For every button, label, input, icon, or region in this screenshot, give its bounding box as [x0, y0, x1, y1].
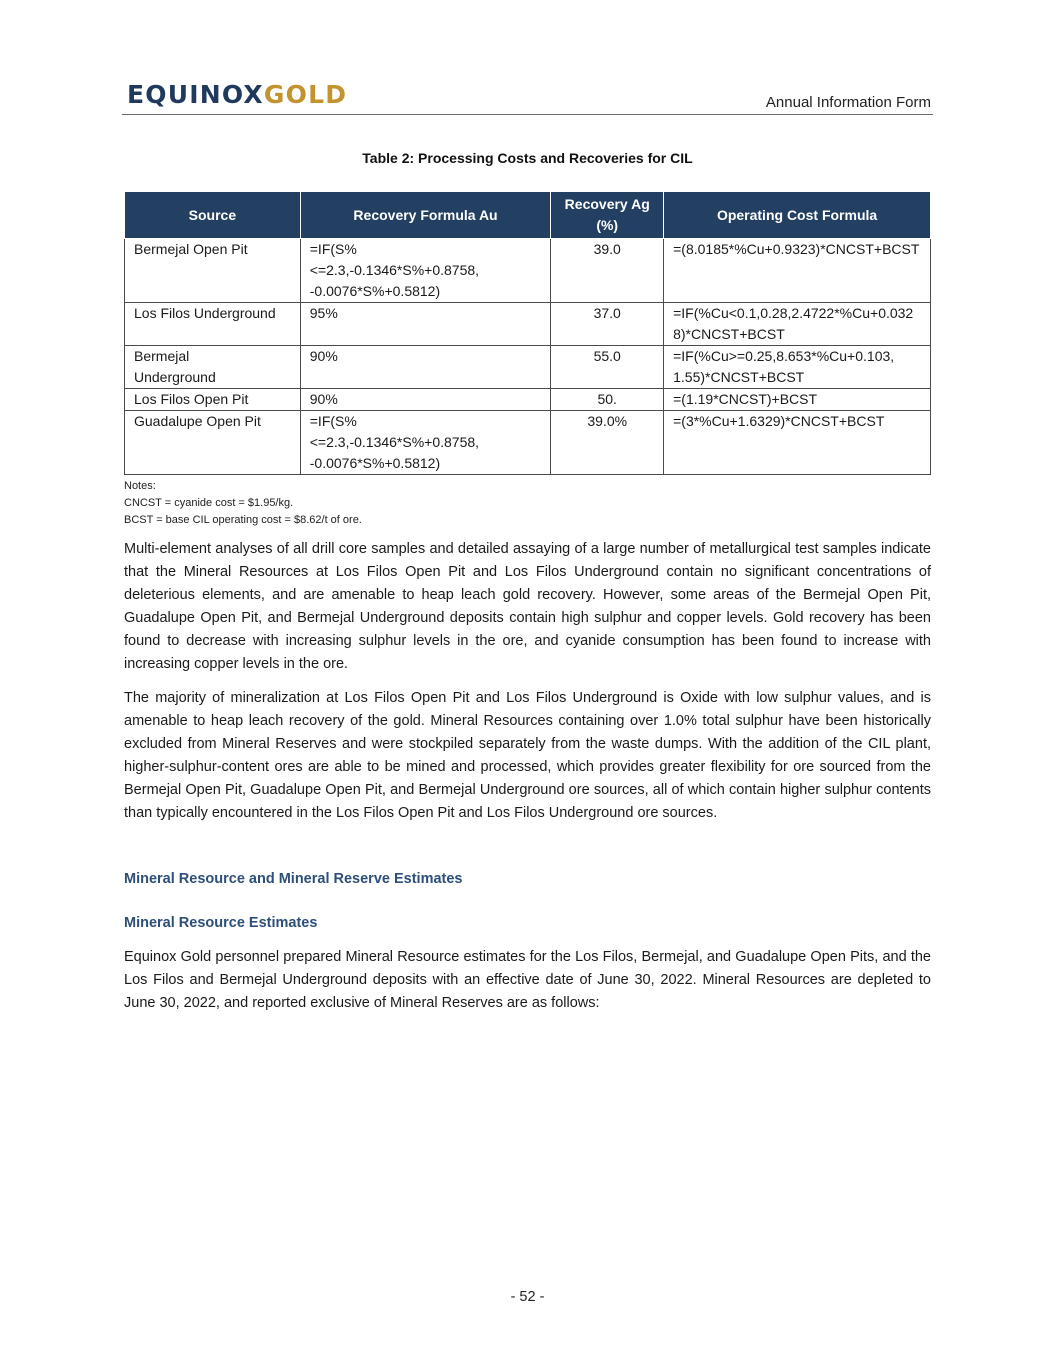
company-logo [127, 80, 347, 110]
subsection-heading-resource-estimates: Mineral Resource Estimates [124, 915, 318, 931]
table-row [125, 411, 931, 475]
paragraph-multi-element-analyses: Multi-element analyses of all drill core samples and detailed assaying of a large number of metallurgical test samples indicate that the Mineral Resources at Los Filos Open Pit and Los Filos Underground contain no significant concentrations of deleterious elements, and are amenable to heap leach gold recovery. However, some areas of the Bermejal Open Pit, Guadalupe Open Pit, and Bermejal Underground deposits contain high sulphur and copper levels. Gold recovery has been found to decrease with increasing sulphur levels in the ore, and cyanide consumption has been found to increase with increasing copper levels in the ore. [124, 541, 931, 672]
notes-label: Notes: [124, 480, 156, 492]
section-heading-resource-reserve-estimates: Mineral Resource and Mineral Reserve Estimates [124, 871, 463, 887]
note-cncst: CNCST = cyanide cost = $1.95/kg. [124, 497, 294, 509]
cell-source: Guadalupe Open Pit [125, 411, 301, 475]
cell-operating-cost: =(1.19*CNCST)+BCST [664, 389, 931, 411]
note-bcst: BCST = base CIL operating cost = $8.62/t of ore. [124, 514, 362, 526]
table-row [125, 389, 931, 411]
column-header-recovery-ag: Recovery Ag (%) [551, 192, 664, 239]
cell-source [125, 346, 301, 389]
cell-recovery-ag: 39.0 [551, 239, 664, 303]
cell-recovery-au-text: =IF(S%<=2.3,-0.1346*S%+0.8758, -0.0076*S%+0.5812) [309, 241, 480, 299]
document-type-label: Annual Information Form [765, 94, 931, 111]
table-row [125, 346, 931, 389]
logo-text-equinox: EQUINOX [127, 80, 264, 109]
cell-recovery-au: 90% [300, 389, 551, 411]
cell-source-text: Bermejal Underground [134, 348, 216, 385]
cell-operating-cost: =IF(%Cu<0.1,0.28,2.4722*%Cu+0.0328)*CNCST+BCST [664, 303, 931, 346]
cell-recovery-ag: 50. [551, 389, 664, 411]
paragraph-resource-estimates: Equinox Gold personnel prepared Mineral Resource estimates for the Los Filos, Bermejal, and Guadalupe Open Pits, and the Los Filos and Bermejal Underground deposits with an effective date of June 30, 2022. Mineral Resources are depleted to June 30, 2022, and reported exclusive of Mineral Reserves are as follows: [124, 949, 931, 1011]
table-row [125, 303, 931, 346]
cell-operating-cost: =(3*%Cu+1.6329)*CNCST+BCST [664, 411, 931, 475]
logo-text-gold: GOLD [263, 80, 348, 109]
cell-recovery-ag: 39.0% [551, 411, 664, 475]
cell-recovery-au: 95% [300, 303, 551, 346]
cell-recovery-au: 90% [300, 346, 551, 389]
header-divider [122, 114, 933, 115]
cell-recovery-au [300, 239, 551, 303]
processing-costs-table [124, 191, 931, 475]
cell-recovery-ag: 55.0 [551, 346, 664, 389]
column-header-recovery-au: Recovery Formula Au [300, 192, 551, 239]
table-notes [124, 478, 362, 529]
cell-source: Los Filos Underground [125, 303, 301, 346]
cell-operating-cost: =IF(%Cu>=0.25,8.653*%Cu+0.103, 1.55)*CNCST+BCST [664, 346, 931, 389]
cell-source: Bermejal Open Pit [125, 239, 301, 303]
table-row [125, 239, 931, 303]
cell-recovery-au-text: =IF(S%<=2.3,-0.1346*S%+0.8758, -0.0076*S%+0.5812) [309, 413, 480, 471]
paragraph-mineralization: The majority of mineralization at Los Filos Open Pit and Los Filos Underground is Oxide with low sulphur values, and is amenable to heap leach recovery of the gold. Mineral Resources containing over 1.0% total sulphur have been historically excluded from Mineral Reserves and were stockpiled separately from the waste dumps. With the addition of the CIL plant, higher-sulphur-content ores are able to be mined and processed, which provides greater flexibility for ore sourced from the Bermejal Open Pit, Guadalupe Open Pit, and Bermejal Underground ore sources, all of which contain higher sulphur contents than typically encountered in the Los Filos Open Pit and Los Filos Underground ore sources. [124, 690, 931, 821]
cell-recovery-au [300, 411, 551, 475]
table-title: Table 2: Processing Costs and Recoveries for CIL [362, 150, 693, 166]
cell-source: Los Filos Open Pit [125, 389, 301, 411]
table-header-row [125, 192, 931, 239]
cell-operating-cost: =(8.0185*%Cu+0.9323)*CNCST+BCST [664, 239, 931, 303]
column-header-operating-cost: Operating Cost Formula [664, 192, 931, 239]
cell-recovery-ag: 37.0 [551, 303, 664, 346]
column-header-source: Source [125, 192, 301, 239]
page-number: - 52 - [510, 1289, 545, 1305]
